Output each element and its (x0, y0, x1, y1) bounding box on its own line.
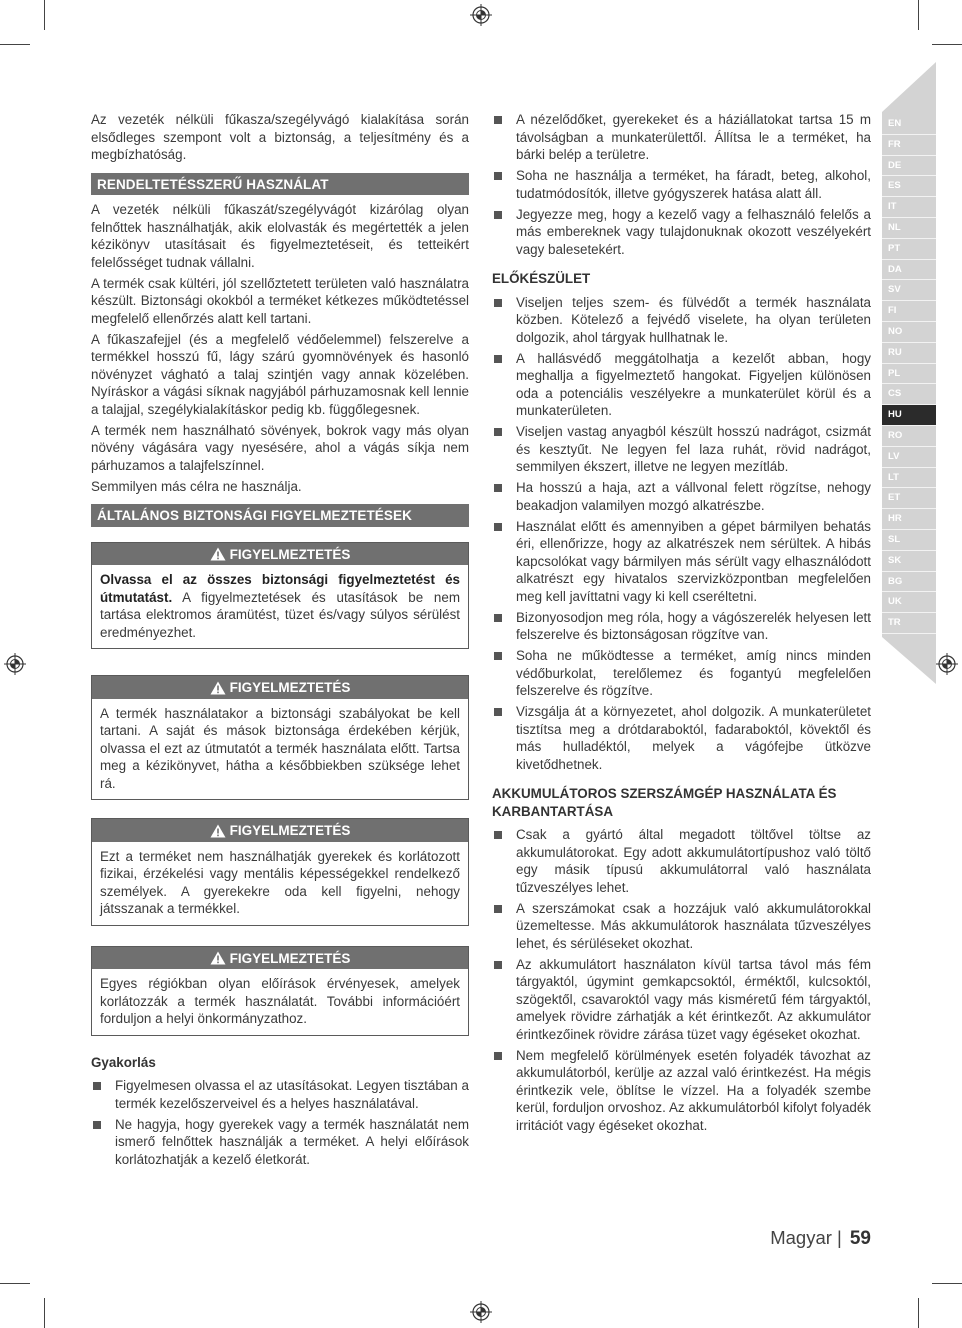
list-item (492, 479, 871, 514)
subheading-practice: Gyakorlás (91, 1054, 156, 1070)
language-tab-pl: PL (882, 364, 936, 385)
language-tab-en: EN (882, 114, 936, 135)
crop-mark (0, 44, 30, 45)
section-heading-general-safety: ÁLTALÁNOS BIZTONSÁGI FIGYELMEZTETÉSEK (91, 504, 469, 527)
warning-body-text: A figyelmeztetések és utasítások be nem tartása elektromos áramütést, tüzet és/vagy súlyos sérülést eredményezhet. (100, 589, 460, 640)
bullet-square-icon (494, 428, 502, 436)
warning-header (92, 676, 468, 699)
list-item (492, 294, 871, 347)
list-item (492, 703, 871, 773)
language-tab-no: NO (882, 322, 936, 343)
language-tab-lv: LV (882, 447, 936, 468)
warning-bold-text: Olvassa el az összes biztonsági figyelmeztetést és útmutatást. (100, 572, 460, 605)
list-item-text: Vizsgálja át a környezetet, ahol dolgozik. A munkaterületet tisztítsa meg a drótdaraboktól, fadaraboktól, kövektől és más hulladéktól, melyek a vágófejbe ütközve kivetődhetnek. (516, 704, 871, 772)
language-tab-ru: RU (882, 343, 936, 364)
paragraph: A vezeték nélküli fűkaszát/szegélyvágót kizárólag olyan felnőttek használhatják, akik elolvasták és megértették a jelen kézikönyv utasításait és figyelmeztetéseit, és tetteikért felelősséget tudnak vállalni. (91, 202, 469, 270)
warning-header (92, 947, 468, 970)
list-item-text: Viseljen vastag anyagból készült hosszú nadrágot, csizmát és kesztyűt. Ne legyen fel laza ruhát, rövid nadrágot, semmilyen ékszert, illetve ne legyen mezítláb. (516, 424, 871, 474)
language-tab-pt: PT (882, 239, 936, 260)
registration-mark-icon (936, 653, 958, 675)
language-tab-es: ES (882, 176, 936, 197)
registration-mark-icon (470, 1301, 492, 1323)
registration-mark-icon (4, 653, 26, 675)
warning-box (91, 946, 469, 1036)
paragraph: A fűkaszafejjel (és a megfelelő védőelemmel) felszerelve a termékkel hosszú fű, lágy szárú gyomnövények és hasonló növényzet vágható a talaj szintjén vagy annak közelében. Nyíráskor a vágási síknak nagyjából párhuzamosnak kell lennie a talajjal, szegélykialakításkor pedig kb. függőlegesnek. (91, 331, 469, 417)
list-item (492, 826, 871, 896)
bullet-square-icon (93, 1082, 101, 1090)
language-tab-sl: SL (882, 530, 936, 551)
list-item (492, 956, 871, 1044)
warning-title: FIGYELMEZTETÉS (229, 680, 351, 695)
warning-triangle-icon (210, 681, 226, 695)
list-item-text: Csak a gyártó által megadott töltővel töltse az akkumulátorokat. Egy adott akkumulátortípushoz való töltő egy másik típusú akkumulátorral való használata tűzveszélyes lehet. (516, 827, 871, 895)
language-tab-sv: SV (882, 280, 936, 301)
warning-text (92, 565, 468, 648)
language-tab-nl: NL (882, 218, 936, 239)
list-item (492, 206, 871, 259)
bullet-square-icon (494, 484, 502, 492)
language-tab-hr: HR (882, 509, 936, 530)
bullet-square-icon (494, 614, 502, 622)
bullet-list (91, 1077, 469, 1168)
bullet-square-icon (494, 652, 502, 660)
bullet-square-icon (494, 172, 502, 180)
bullet-square-icon (494, 355, 502, 363)
paragraph: A termék nem használható sövények, bokrok vagy más olyan növény vágására vagy nyesésére, ahol a vágás síkja nem párhuzamos a talajfelszínnel. (91, 422, 469, 473)
bullet-list (492, 294, 871, 774)
language-tab-de: DE (882, 156, 936, 177)
subheading-battery-tool: AKKUMULÁTOROS SZERSZÁMGÉP HASZNÁLATA ÉS KARBANTARTÁSA (492, 786, 837, 819)
section-heading-intended-use: RENDELTETÉSSZERŰ HASZNÁLAT (91, 173, 469, 196)
warning-box (91, 675, 469, 800)
crop-mark (918, 0, 919, 30)
language-tab-sk: SK (882, 551, 936, 572)
warning-title: FIGYELMEZTETÉS (229, 823, 351, 838)
warning-box (91, 818, 469, 926)
language-tab-lt: LT (882, 468, 936, 489)
warning-text: Egyes régiókban olyan előírások érvényesek, amelyek korlátozzák a termék használatát. További információért forduljon a helyi önkormányzathoz. (100, 976, 460, 1026)
bullet-square-icon (494, 299, 502, 307)
page-number: 59 (849, 1228, 871, 1249)
language-tab-hu: HU (882, 405, 936, 426)
list-item (492, 423, 871, 476)
list-item (91, 1116, 469, 1169)
subheading-preparation: ELŐKÉSZÜLET (492, 271, 591, 286)
list-item-text: A szerszámokat csak a hozzájuk való akkumulátorokkal üzemeltesse. Más akkumulátorok használata tűzveszélyes lehet, és sérüléseket okozhat. (516, 900, 871, 951)
warning-title: FIGYELMEZTETÉS (229, 950, 351, 966)
list-item (492, 167, 871, 202)
list-item (91, 1077, 469, 1112)
bullet-square-icon (494, 211, 502, 219)
registration-mark-icon (470, 4, 492, 26)
bullet-square-icon (93, 1121, 101, 1129)
list-item-text: Soha ne működtesse a terméket, amíg nincs minden védőburkolat, terelőlemez és fogantyú megfelelően felszerelve és rögzítve. (516, 648, 871, 698)
crop-mark (0, 1283, 30, 1284)
crop-mark (44, 0, 45, 30)
crop-mark (932, 1283, 962, 1284)
list-item-text: A hallásvédő meggátolhatja a kezelőt abban, hogy meghallja a figyelmeztető hangokat. Figyeljen különösen oda a potenciális veszélyekre a munkaterület körül és a munkaterületen. (516, 350, 871, 418)
list-item-text: A nézelődőket, gyerekeket és a háziállatokat tartsa 15 m távolságban a munkaterülettől. Állítsa le a terméket, ha bárki belép a területre. (516, 112, 871, 162)
language-tab-ro: RO (882, 426, 936, 447)
bullet-square-icon (494, 523, 502, 531)
list-item (492, 111, 871, 164)
list-item-text: Ha hosszú a haja, azt a vállvonal felett rögzítse, nehogy beakadjon valamilyen mozgó alkatrészbe. (516, 480, 871, 513)
list-item (492, 609, 871, 644)
bullet-square-icon (494, 831, 502, 839)
right-column (492, 111, 871, 1138)
list-item-text: Használat előtt és amennyiben a gépet bármilyen behatás éri, ellenőrizze, hogy az alkatrészek nem sérültek. A hibás kapcsolókat vagy bármilyen más sérült vagy elhasználódott alkatrészt egy hivatalos szervizközpontban megfelelően meg kell javíttatni vagy ki kell cseréltetni. (516, 518, 871, 604)
language-tab-tr: TR (882, 613, 936, 634)
list-item (492, 518, 871, 606)
list-item (492, 647, 871, 700)
list-item (492, 350, 871, 420)
language-tab-fi: FI (882, 301, 936, 322)
warning-triangle-icon (210, 951, 226, 965)
warning-box (91, 542, 469, 650)
warning-text: Ezt a terméket nem használhatják gyerekek és korlátozott fizikai, érzékelési vagy mentális képességekkel rendelkező személyek. A gyerekekre oda kell figyelni, nehogy játsszanak a termékkel. (100, 848, 460, 916)
bullet-square-icon (494, 961, 502, 969)
list-item-text: Figyelmesen olvassa el az utasításokat. Legyen tisztában a termék kezelőszerveivel és a helyes használatával. (115, 1078, 469, 1111)
list-item-text: Az akkumulátort használaton kívül tartsa távol más fém tárgyaktól, úgymint gemkapcsoktól, érméktől, kulcsoktól, szögektől, csavaroktól vagy más kisméretű fém tárgyaktól, amelyek rövidre zárhatják a két érintkezőt. Az akkumulátor érintkezőinek rövidre zárása tüzet vagy égéseket okozhat. (516, 956, 871, 1042)
footer-language: Magyar | (770, 1227, 842, 1248)
list-item-text: Viseljen teljes szem- és fülvédőt a termék használata közben. Kötelező a fejvédő viselete, ha olyan területen dolgozik, ahol tárgyak hullhatnak le. (516, 294, 871, 345)
warning-title: FIGYELMEZTETÉS (229, 546, 351, 562)
page-footer (770, 1229, 871, 1248)
paragraph: Semmilyen más célra ne használja. (91, 478, 302, 494)
list-item (492, 1047, 871, 1135)
crop-mark (918, 1298, 919, 1328)
paragraph: A termék csak kültéri, jól szellőztetett területen való használatra készült. Biztonsági okokból a terméket kétkezes működtetéssel megfelelő ellenőrzés alatt kell tartani. (91, 275, 469, 326)
list-item-text: Nem megfelelő körülmények esetén folyadék távozhat az akkumulátorból, kerülje az azzal való érintkezést. Ha mégis érintkezik vele, öblítse le vízzel. Ha a folyadék szembe kerül, forduljon orvoshoz. Az akkumulátorból kifolyt folyadék irritációt vagy égéseket okozhat. (516, 1047, 871, 1133)
left-column (91, 111, 469, 1172)
list-item-text: Ne hagyja, hogy gyerekek vagy a termék használatát nem ismerő felnőttek használják a terméket. A helyi előírások korlátozhatják a kezelő életkorát. (115, 1116, 469, 1167)
crop-mark (932, 44, 962, 45)
language-tab-et: ET (882, 488, 936, 509)
bullet-square-icon (494, 116, 502, 124)
bullet-square-icon (494, 708, 502, 716)
crop-mark (44, 1298, 45, 1328)
warning-header (92, 819, 468, 842)
language-tab-list (882, 114, 936, 634)
bullet-square-icon (494, 905, 502, 913)
language-tab-it: IT (882, 197, 936, 218)
list-item-text: Bizonyosodjon meg róla, hogy a vágószerelék helyesen lett felszerelve és biztonságosan rögzítve van. (516, 609, 871, 642)
bullet-list (492, 826, 871, 1134)
list-item-text: Jegyezze meg, hogy a kezelő vagy a felhasználó felelős a más embereknek vagy tulajdonuknak okozott veszélyekért vagy balesetekért. (516, 206, 871, 257)
warning-triangle-icon (210, 547, 226, 561)
language-tab-cs: CS (882, 384, 936, 405)
language-tab-uk: UK (882, 592, 936, 613)
warning-text: A termék használatakor a biztonsági szabályokat be kell tartani. A saját és mások biztonsága érdekében kérjük, olvassa el ezt az útmutatót a termék használata előtt. Tartsa meg a kézikönyvet, hátha a későbbiekben szüksége lehet rá. (100, 705, 460, 791)
intro-paragraph: Az vezeték nélküli fűkasza/szegélyvágó kialakítása során elsődleges szempont volt a biztonság, a teljesítmény és a megbízhatóság. (91, 112, 469, 162)
bullet-list (492, 111, 871, 258)
language-tab-bg: BG (882, 572, 936, 593)
language-tab-fr: FR (882, 135, 936, 156)
warning-triangle-icon (210, 824, 226, 838)
list-item (492, 900, 871, 953)
language-tab-da: DA (882, 260, 936, 281)
list-item-text: Soha ne használja a terméket, ha fáradt, beteg, alkohol, tudatmódosítók, illetve gyógyszerek hatása alatt áll. (516, 168, 871, 201)
warning-header (92, 543, 468, 566)
bullet-square-icon (494, 1052, 502, 1060)
